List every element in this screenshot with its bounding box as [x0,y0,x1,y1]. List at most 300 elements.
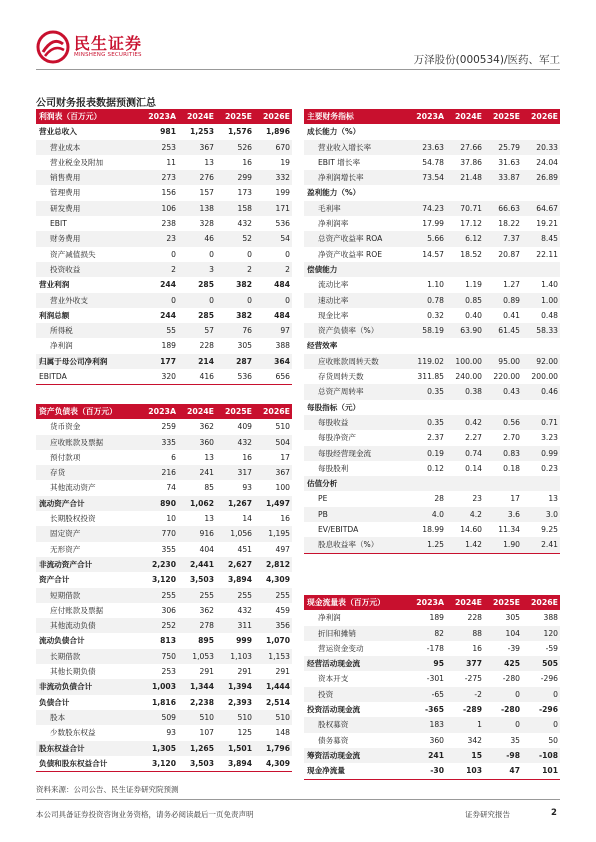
row-value: 999 [236,636,252,646]
key-indicators-table [304,109,560,554]
row-label: 流动资产合计 [36,496,140,511]
table-row [36,741,292,756]
row-value: 3,120 [140,756,178,772]
table-title: 主要财务指标 [304,109,406,124]
row-value: -289 [462,705,482,715]
row-value: 2 [254,262,292,277]
row-value: 1.25 [406,537,446,553]
row-value: 16 [242,157,252,167]
row-label: 短期借款 [36,588,140,603]
column-header: 2026E [522,109,560,124]
row-value: 484 [274,280,290,290]
column-header: 2025E [484,595,522,610]
table-row [36,664,292,679]
row-value: 28 [434,494,444,504]
row-value: 0 [484,717,522,732]
income-statement-table [36,109,292,385]
table-row [304,124,560,139]
row-value: 305 [505,613,520,623]
row-value: 93 [242,483,252,493]
row-value: 3,503 [189,575,214,585]
row-value: 214 [178,354,216,369]
row-value: 125 [237,728,252,738]
row-value: 6 [171,452,176,462]
row-value: 95.00 [484,354,522,369]
column-header: 2024E [178,109,216,124]
row-value: 199 [275,188,290,198]
row-value [406,400,446,415]
table-row [36,262,292,277]
row-value: 33.87 [484,170,522,185]
row-value: 332 [254,170,292,185]
row-value: -296 [538,705,558,715]
row-label: 每股经营现金流 [304,446,406,461]
row-value [522,400,560,415]
row-value: 287 [216,354,254,369]
row-value [522,262,560,277]
table-row [304,763,560,779]
row-label: 折旧和摊销 [304,626,406,641]
row-value: 58.19 [406,323,446,338]
table-row [36,542,292,557]
row-value: 0 [484,687,522,702]
row-value [406,124,446,139]
row-value: 2,514 [265,697,290,707]
row-value: 0.42 [446,415,484,430]
row-value: 171 [254,201,292,216]
table-row [36,496,292,511]
row-value: 100.00 [446,354,484,369]
table-row [304,140,560,155]
table-row [304,461,560,476]
table-row [304,702,560,717]
table-row [36,572,292,587]
row-value: 364 [254,354,292,369]
row-value: 409 [237,422,252,432]
row-label: 投资 [304,687,406,702]
table-header-row [36,404,292,419]
row-value: 17 [280,452,290,462]
row-value: 536 [216,369,254,385]
column-header: 2024E [446,109,484,124]
row-label: 利润总额 [39,310,70,320]
page-number: 2 [551,808,557,818]
table-row [304,446,560,461]
column-header: 2024E [446,595,484,610]
row-label: 股息收益率（%） [304,537,406,553]
row-label: PB [304,507,406,522]
row-value: 890 [140,496,178,511]
table-row [304,262,560,277]
row-value: 459 [275,605,290,615]
row-value: 360 [178,435,216,450]
row-label: 资产减值损失 [50,249,96,259]
row-value [484,476,522,491]
row-value: 342 [467,735,482,745]
row-value [522,185,560,200]
row-label: 销售费用 [36,170,140,185]
table-header-row [36,109,292,124]
row-value: 4.2 [446,507,484,522]
row-value: 24.04 [536,157,558,167]
row-value: 3 [178,262,216,277]
table-row [36,323,292,338]
row-value: 54.78 [422,157,444,167]
row-label: 净利润增长率 [304,170,406,185]
row-label: 固定资产 [36,526,140,541]
row-value: -108 [522,748,560,763]
row-value: 362 [199,605,214,615]
row-value: 510 [254,710,292,725]
row-value: 497 [275,544,290,554]
row-value: 20.33 [522,140,560,155]
row-value: 85 [204,483,214,493]
header-divider [36,69,560,70]
row-value: 101 [522,763,560,779]
row-value: 382 [236,280,252,290]
row-value: 4.0 [406,507,446,522]
row-value: 3.23 [541,433,558,443]
row-value: 97 [254,323,292,338]
row-value: 20.87 [498,249,520,259]
row-value: 120 [522,626,560,641]
row-value: 367 [254,465,292,480]
row-value: 1.40 [541,280,558,290]
row-value: 100 [275,483,290,493]
table-header-row [304,595,560,610]
row-value: -178 [426,643,444,653]
row-value: 7.37 [484,231,522,246]
row-value: 22.11 [536,249,558,259]
row-value: 35 [510,735,520,745]
row-value: 16 [472,643,482,653]
row-value: 63.90 [446,323,484,338]
row-value: 484 [274,310,290,320]
row-label: 所得税 [36,323,140,338]
row-value: 0 [254,293,292,308]
row-value: 0.48 [541,310,558,320]
row-value: 25.79 [484,140,522,155]
table-row [304,687,560,702]
row-label: 营业税金及附加 [50,157,104,167]
row-value: 50 [548,735,558,745]
row-value: 244 [160,310,176,320]
table-row [36,526,292,541]
column-header: 2026E [522,595,560,610]
table-row [36,277,292,292]
row-value: 291 [275,667,290,677]
column-header: 2023A [140,109,178,124]
table-row [304,610,560,625]
row-value: 255 [178,588,216,603]
row-label: 存货 [36,465,140,480]
row-value: 2,441 [178,557,216,572]
row-value: 0 [209,249,214,259]
column-header: 2026E [254,404,292,419]
table-row [36,725,292,740]
row-value: 0.32 [427,310,444,320]
row-value: 328 [199,219,214,229]
row-value: 88 [446,626,484,641]
row-value: 103 [446,763,484,779]
row-value: 16 [280,514,290,524]
row-label: 债务募资 [318,735,349,745]
row-label: PE [318,494,328,504]
row-value: 0 [171,249,176,259]
row-value: 1.27 [503,280,520,290]
row-value: -39 [507,643,520,653]
row-value: 2,393 [227,697,252,707]
row-label: 长期股权投资 [50,514,96,524]
row-value: 52 [216,231,254,246]
row-value: 107 [199,728,214,738]
row-value: -30 [406,763,446,779]
table-title: 现金流量表（百万元） [304,595,406,610]
row-label: 股本 [36,710,140,725]
row-value: 14 [242,514,252,524]
row-value: 416 [178,369,216,385]
row-value: 432 [237,219,252,229]
row-label: 无形资产 [50,544,81,554]
row-value: 317 [216,465,254,480]
row-value: 311 [216,618,254,633]
row-label: 经营效率 [307,341,338,351]
row-value: 335 [140,435,178,450]
row-label: 存货周转天数 [318,372,364,382]
row-label: 应付账款及票据 [50,605,104,615]
row-value: 0.78 [406,293,446,308]
row-value: 510 [178,710,216,725]
row-value: 1,497 [254,496,292,511]
row-value: 536 [275,219,290,229]
row-value: 0.43 [484,384,522,399]
row-value: 362 [199,422,214,432]
table-row [304,491,560,506]
row-value: 0.23 [541,463,558,473]
row-label: 货币资金 [50,422,81,432]
table-row [36,435,292,450]
row-value: 750 [140,649,178,664]
column-header: 2023A [406,595,446,610]
table-row [36,557,292,572]
row-value: 0.35 [406,415,446,430]
row-label: 总资产周转率 [304,384,406,399]
row-label: 净利润 [318,613,341,623]
row-value: 291 [237,667,252,677]
row-value: 355 [161,544,176,554]
column-header: 2025E [216,109,254,124]
column-header: 2024E [178,404,216,419]
table-row [36,247,292,262]
row-value: 138 [178,201,216,216]
row-value: 0.38 [446,384,484,399]
row-value [484,338,522,353]
table-row [36,618,292,633]
column-header: 2025E [484,109,522,124]
row-value [446,338,484,353]
row-label: 负债和股东权益合计 [36,756,140,772]
row-label: 股东权益合计 [36,741,140,756]
row-value: 0 [522,687,560,702]
row-value [446,476,484,491]
row-value: 158 [216,201,254,216]
row-value: 228 [467,613,482,623]
row-value: 106 [140,201,178,216]
table-row [304,430,560,445]
row-value: -98 [484,748,522,763]
row-value: 299 [216,170,254,185]
source-footnote: 资料来源：公司公告、民生证券研究院预测 [36,785,179,794]
row-value: 306 [161,605,176,615]
table-row [304,247,560,262]
row-value: 981 [160,127,176,137]
row-value: 1,195 [254,526,292,541]
row-value [406,476,446,491]
table-row [304,277,560,292]
row-label: 估值分析 [304,476,406,491]
row-value: 510 [275,422,290,432]
row-value: 526 [216,140,254,155]
row-value: 238 [161,219,176,229]
row-value: 0.85 [446,293,484,308]
row-value: 177 [140,354,178,369]
row-value: 0.56 [484,415,522,430]
row-value [446,262,484,277]
row-value: 1,576 [227,127,252,137]
row-label: 投资收益 [36,262,140,277]
row-value: 276 [178,170,216,185]
row-value: 1,816 [151,697,176,707]
row-value [406,185,446,200]
row-value: 259 [161,422,176,432]
row-value: 74 [166,483,176,493]
row-value: 255 [216,588,254,603]
section-title: 公司财务报表数据预测汇总 [36,98,156,109]
row-value: 1,896 [265,127,290,137]
row-value: 2,812 [254,557,292,572]
row-label: 管理费用 [50,188,81,198]
table-row [304,748,560,763]
row-value: 200.00 [531,372,558,382]
row-value: 656 [254,369,292,385]
balance-sheet-table [36,404,292,772]
row-label: 流动比率 [318,280,349,290]
table-row [304,201,560,216]
table-row [304,476,560,491]
row-value: 813 [160,636,176,646]
row-label: EV/EBITDA [318,525,359,535]
row-label: 研发费用 [36,201,140,216]
row-value: 1,053 [178,649,216,664]
row-value: 6.12 [446,231,484,246]
row-value: 1.90 [484,537,522,553]
row-value: 0.71 [522,415,560,430]
row-label: 现金比率 [318,310,349,320]
row-label: 流动负债合计 [39,636,85,646]
row-value: 360 [429,735,444,745]
row-value: 18.52 [460,249,482,259]
row-value: 19.21 [536,219,558,229]
row-value [484,400,522,415]
row-value: -280 [502,674,520,684]
row-label: 毛利率 [304,201,406,216]
row-value: 10 [166,514,176,524]
row-value: 388 [275,341,290,351]
table-row [36,293,292,308]
row-value: 356 [254,618,292,633]
row-label: 资产负债率（%） [304,323,406,338]
row-value: 0.74 [446,446,484,461]
row-label: 其他流动负债 [36,618,140,633]
table-row [36,649,292,664]
table-row [36,308,292,323]
row-value: 432 [216,435,254,450]
row-value: 670 [254,140,292,155]
table-row [304,338,560,353]
row-value: 388 [543,613,558,623]
table-row [36,679,292,694]
row-value: 104 [484,626,522,641]
row-value: 119.02 [406,354,446,369]
row-value: 13 [204,452,214,462]
row-value [522,476,560,491]
row-label: 净利润 [50,341,73,351]
row-value: 0.83 [484,446,522,461]
row-value: 15 [446,748,484,763]
row-value: 320 [140,369,178,385]
table-row [304,308,560,323]
row-value: 17.99 [422,219,444,229]
row-label: 每股指标（元） [307,402,361,412]
column-header: 2025E [216,404,254,419]
row-label: 成长能力（%） [307,127,361,137]
row-value: 19 [280,157,290,167]
row-value: -2 [446,687,484,702]
footer-divider [36,799,560,800]
row-value: 11.34 [498,525,520,535]
row-value: 0 [140,293,178,308]
row-value: 173 [237,188,252,198]
column-header: 2023A [140,404,178,419]
column-header: 2023A [406,109,446,124]
row-value: 4,309 [265,575,290,585]
row-value: 189 [429,613,444,623]
table-row [36,588,292,603]
row-value: 156 [161,188,176,198]
table-row [36,338,292,353]
row-value: 2.37 [427,433,444,443]
row-label: 资产合计 [39,575,70,585]
row-value: 47 [484,763,522,779]
row-value: 2,238 [189,697,214,707]
row-value: 2 [216,262,254,277]
row-value: 46 [178,231,216,246]
row-value: 3.6 [484,507,522,522]
row-label: 应收账款周转天数 [304,354,406,369]
row-value: 1,056 [216,526,254,541]
table-row [36,140,292,155]
table-row [304,626,560,641]
row-value: 82 [406,626,446,641]
row-value: 157 [199,188,214,198]
row-value: 895 [198,636,214,646]
row-label: 非流动资产合计 [36,557,140,572]
row-value: 2.70 [503,433,520,443]
table-row [304,537,560,553]
row-value: 1,501 [216,741,254,756]
row-value: 23 [140,231,178,246]
row-value: 311.85 [417,372,444,382]
